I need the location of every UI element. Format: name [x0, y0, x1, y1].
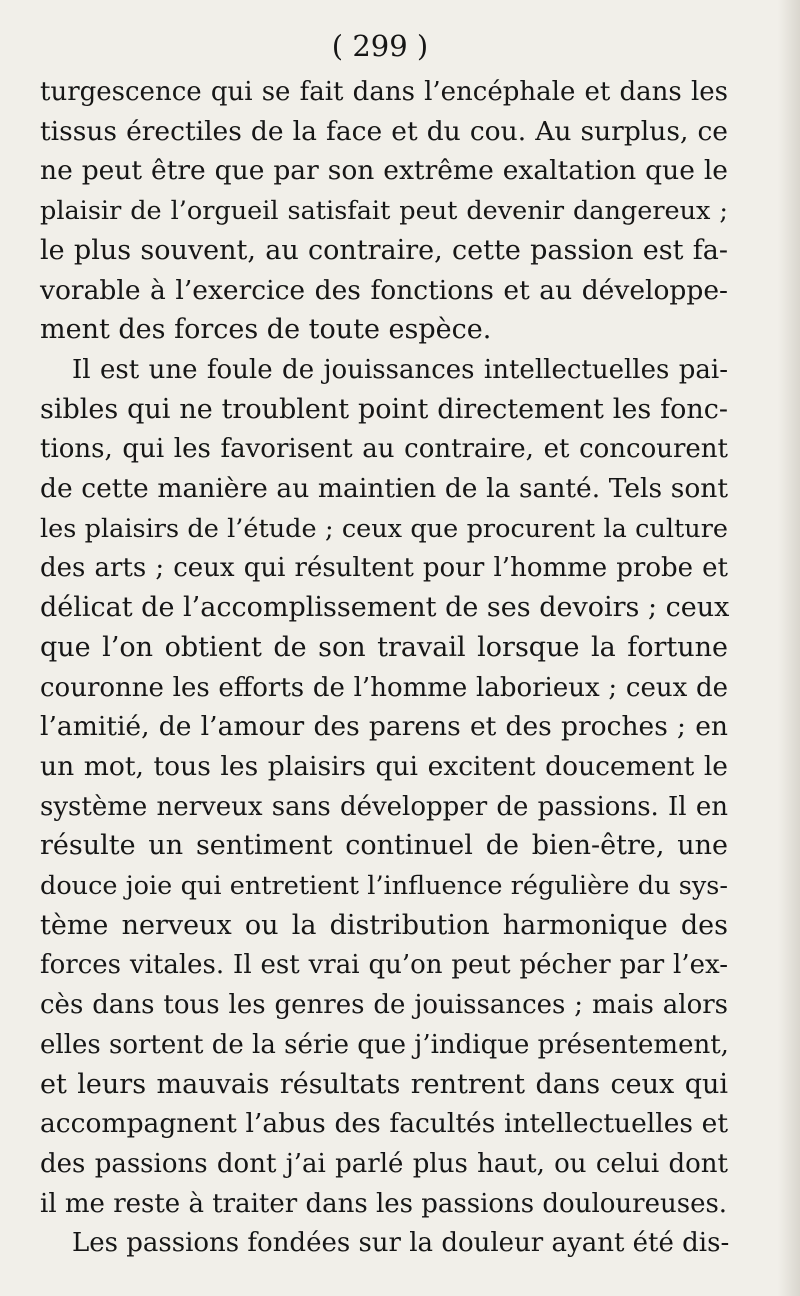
- text-line: ment des forces de toute espèce.: [40, 314, 492, 346]
- text-line: de cette manière au maintien de la santé. Tels sont: [40, 473, 728, 504]
- text-line: plaisir de l’orgueil satisfait peut devenir dangereux ;: [40, 196, 728, 227]
- text-line: le plus souvent, au contraire, cette passion est fa-: [40, 234, 728, 266]
- text-line: un mot, tous les plaisirs qui excitent doucement le: [40, 750, 728, 782]
- text-line: les plaisirs de l’étude ; ceux que procurent la culture: [40, 513, 728, 544]
- text-line: tions, qui les favorisent au contraire, et concourent: [40, 434, 728, 465]
- text-line: résulte un sentiment continuel de bien-être, une: [40, 830, 728, 862]
- text-line: tissus érectiles de la face et du cou. Au surplus, ce: [40, 115, 728, 147]
- text-line: l’amitié, de l’amour des parens et des proches ; en: [40, 711, 728, 743]
- text-line: sibles qui ne troublent point directement les fonc-: [40, 393, 728, 425]
- text-line: il me reste à traiter dans les passions douloureuses.: [40, 1188, 728, 1219]
- text-line: délicat de l’accomplissement de ses devoirs ; ceux: [40, 592, 730, 624]
- text-line: forces vitales. Il est vrai qu’on peut pécher par l’ex-: [40, 950, 728, 981]
- text-line: vorable à l’exercice des fonctions et au développe-: [40, 274, 728, 306]
- text-line: que l’on obtient de son travail lorsque la fortune: [40, 631, 728, 663]
- text-line: turgescence qui se fait dans l’encéphale et dans les: [40, 77, 728, 107]
- text-line: et leurs mauvais résultats rentrent dans ceux qui: [40, 1068, 728, 1100]
- text-line: Il est une foule de jouissances intellectuelles pai-: [72, 354, 728, 385]
- text-line: accompagnent l’abus des facultés intellectuelles et: [40, 1108, 728, 1140]
- text-line: ne peut être que par son extrême exaltation que le: [40, 155, 728, 187]
- text-line: douce joie qui entretient l’influence régulière du sys-: [40, 871, 728, 901]
- text-line: des passions dont j’ai parlé plus haut, ou celui dont: [40, 1148, 728, 1179]
- text-line: Les passions fondées sur la douleur ayant été dis-: [72, 1228, 730, 1259]
- text-line: tème nerveux ou la distribution harmonique des: [40, 909, 728, 941]
- text-line: elles sortent de la série que j’indique présentement,: [40, 1029, 729, 1060]
- text-line: système nerveux sans développer de passions. Il en: [40, 791, 728, 822]
- page-edge-shadow: [778, 0, 800, 1296]
- page-number: ( 299 ): [331, 29, 429, 63]
- text-line: cès dans tous les genres de jouissances ; mais alors: [40, 990, 728, 1021]
- text-line: des arts ; ceux qui résultent pour l’homme probe et: [40, 553, 728, 584]
- text-line: couronne les efforts de l’homme laborieux ; ceux de: [40, 672, 728, 703]
